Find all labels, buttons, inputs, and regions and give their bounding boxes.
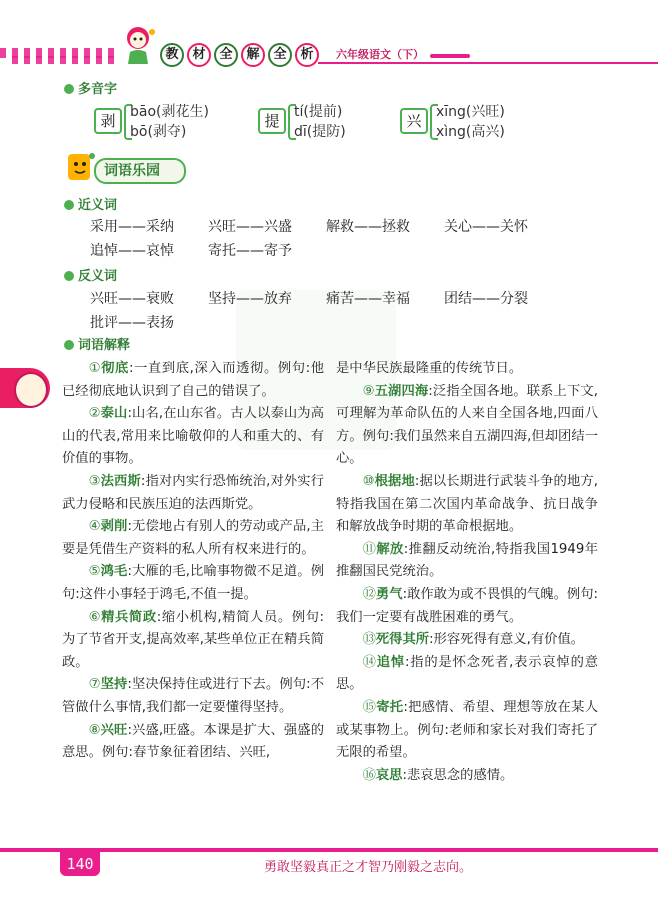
word-pair: 寄托——寄予: [208, 243, 292, 259]
polyphone-reading: xìng(高兴): [436, 124, 505, 140]
explanation-item: ⑮寄托:把感情、希望、理想等放在某人或某事物上。例句:老师和家长对我们寄托了无限的希望。: [336, 699, 599, 761]
term: 五湖四海: [374, 383, 429, 399]
term: 剥削: [100, 519, 128, 535]
word-pair: 团结——分裂: [444, 291, 528, 307]
term: 死得其所: [375, 632, 430, 648]
explanations-left-column: [62, 358, 324, 765]
explanation-item: ⑯哀思:悲哀思念的感情。: [362, 767, 514, 783]
explanation-item: ⑨五湖四海:泛指全国各地。联系上下文,可理解为革命队伍的人来自全国各地,四面八方。例句:我们虽然来自五湖四海,但却团结一心。: [336, 383, 599, 467]
footer-motto: 勇敢坚毅真正之才智乃刚毅之志向。: [264, 860, 473, 875]
term: 根据地: [374, 473, 415, 489]
book-mascot-icon: [64, 150, 98, 186]
pencil-icon: [430, 54, 470, 58]
header-title-char: 材: [187, 43, 211, 67]
term: 哀思: [375, 767, 403, 783]
polyphone-char: 提: [258, 108, 286, 134]
word-pair: 关心——关怀: [444, 219, 528, 235]
term: 寄托: [376, 699, 404, 715]
explanation-item: ⑦坚持:坚决保持住或进行下去。例句:不管做什么事情,我们都一定要懂得坚持。: [62, 677, 325, 715]
explanation-item: ⑫勇气:敢作敢为或不畏惧的气魄。例句:我们一定要有战胜困难的勇气。: [336, 586, 599, 625]
term: 泰山: [100, 406, 128, 422]
explanation-continuation: 是中华民族最隆重的传统节日。: [336, 361, 523, 376]
word-pair: 兴旺——衰败: [90, 291, 174, 307]
polyphone-reading: xīng(兴旺): [436, 104, 505, 120]
term: 鸿毛: [100, 564, 128, 580]
header-title: [160, 43, 319, 67]
side-mascot-icon: [14, 372, 48, 408]
header-title-char: 全: [268, 43, 292, 67]
side-tab: [0, 368, 50, 408]
grade-label: 六年级语文（下）: [336, 48, 424, 61]
term: 坚持: [100, 677, 128, 693]
explanation-item: ⑤鸿毛:大雁的毛,比喻事物微不足道。例句:这件小事轻于鸿毛,不值一提。: [62, 564, 325, 602]
explanation-item: ⑧兴旺:兴盛,旺盛。本课是扩大、强盛的意思。例句:春节象征着团结、兴旺,: [62, 722, 325, 761]
bullet-dot-icon: [64, 84, 74, 94]
explanation-item: ⑬死得其所:形容死得有意义,有价值。: [362, 632, 585, 648]
bullet-dot-icon: [64, 271, 74, 281]
header-checker-pattern-2: [6, 56, 114, 64]
bullet-dot-icon: [64, 340, 74, 350]
word-pair: 兴旺——兴盛: [208, 219, 292, 235]
explanations-heading: 词语解释: [64, 334, 130, 353]
polyphone-char: 兴: [400, 108, 428, 134]
explanation-item: ⑪解放:推翻反动统治,特指我国1949年推翻国民党统治。: [336, 541, 599, 580]
section-title: 词语乐园: [104, 163, 160, 179]
bullet-dot-icon: [64, 200, 74, 210]
term: 追悼: [376, 654, 405, 670]
header-title-char: 解: [241, 43, 265, 67]
word-pair: 追悼——哀悼: [90, 243, 174, 259]
word-pair: 痛苦——幸福: [326, 291, 410, 307]
term: 彻底: [101, 361, 129, 376]
word-pair: 采用——采纳: [90, 219, 174, 235]
header-title-char: 教: [160, 43, 184, 67]
explanation-item: ②泰山:山名,在山东省。古人以泰山为高山的代表,常用来比喻敬仰的人和重大的、有价值的事物。: [62, 406, 325, 467]
explanation-item: ①彻底:一直到底,深入而透彻。例句:他已经彻底地认识到了自己的错误了。: [62, 361, 325, 399]
page-number: 140: [60, 852, 100, 876]
explanation-item: ⑩根据地:据以长期进行武装斗争的地方,特指我国在第二次国内革命战争、抗日战争和解放战争时期的革命根据地。: [336, 473, 599, 535]
polyphone-reading: tí(提前): [294, 104, 343, 120]
explanation-item: ③法西斯:指对内实行恐怖统治,对外实行武力侵略和民族压迫的法西斯党。: [62, 473, 325, 512]
polyphone-reading: bāo(剥花生): [130, 104, 209, 120]
term: 精兵简政: [101, 609, 157, 625]
word-pair: 解救——拯救: [326, 219, 410, 235]
explanation-item: ⑭追悼:指的是怀念死者,表示哀悼的意思。: [336, 654, 598, 693]
explanations-right-column: [336, 358, 598, 787]
word-pair: 批评——表扬: [90, 315, 174, 331]
synonyms-heading: 近义词: [64, 194, 117, 213]
polyphone-reading: bō(剥夺): [130, 124, 187, 140]
term: 兴旺: [100, 722, 128, 738]
explanation-item: ⑥精兵简政:缩小机构,精简人员。例句:为了节省开支,提高效率,某些单位正在精兵简政。: [62, 609, 325, 670]
header-title-char: 全: [214, 43, 238, 67]
term: 勇气: [375, 586, 403, 602]
word-pair: 坚持——放弃: [208, 291, 292, 307]
header-rule: [318, 62, 658, 64]
term: 法西斯: [100, 473, 141, 489]
polyphone-reading: dī(提防): [294, 124, 346, 140]
section-banner: [64, 150, 188, 186]
antonyms-heading: 反义词: [64, 265, 117, 284]
explanation-item: ④剥削:无偿地占有别人的劳动或产品,主要是凭借生产资料的私人所有权来进行的。: [62, 519, 325, 557]
polyphone-heading: 多音字: [64, 78, 117, 97]
header-title-char: 析: [295, 43, 319, 67]
polyphone-char: 剥: [94, 108, 122, 134]
term: 解放: [376, 541, 404, 557]
mascot-icon: [118, 22, 158, 66]
